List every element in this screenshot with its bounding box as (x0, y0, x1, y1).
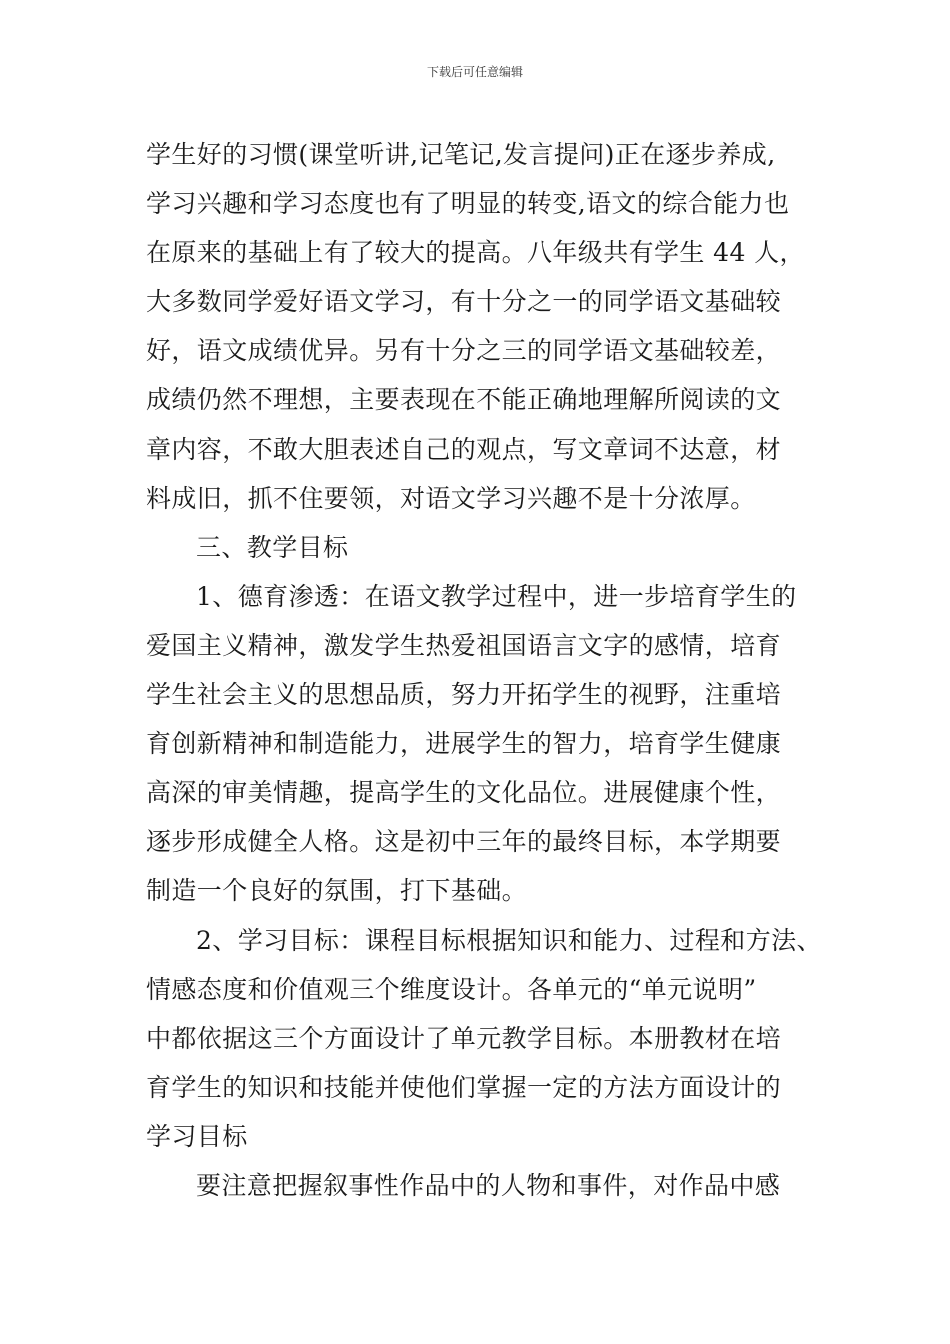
text-line: 2、学习目标：课程目标根据知识和能力、过程和方法、 (196, 925, 822, 955)
text-line: 爱国主义精神，激发学生热爱祖国语言文字的感情，培育 (146, 630, 782, 660)
text-line: 好，语文成绩优异。另有十分之三的同学语文基础较差， (146, 336, 782, 366)
section-heading: 三、教学目标 (196, 532, 349, 562)
text-line: 高深的审美情趣，提高学生的文化品位。进展健康个性， (146, 778, 782, 808)
text-line: 制造一个良好的氛围，打下基础。 (146, 876, 528, 906)
text-line: 学生好的习惯(课堂听讲,记笔记,发言提问)正在逐步养成, (146, 140, 776, 169)
text-line: 料成旧，抓不住要领，对语文学习兴趣不是十分浓厚。 (146, 483, 756, 513)
text-line: 大多数同学爱好语文学习，有十分之一的同学语文基础较 (146, 287, 782, 317)
text-line: 育学生的知识和技能并使他们掌握一定的方法方面设计的 (146, 1072, 782, 1102)
text-line: 在原来的基础上有了较大的提高。八年级共有学生 44 人， (146, 238, 805, 268)
text-line: 育创新精神和制造能力，进展学生的智力，培育学生健康 (146, 729, 782, 759)
text-line: 情感态度和价值观三个维度设计。各单元的“单元说明” (146, 974, 757, 1004)
document-body (146, 130, 836, 1210)
text-line: 逐步形成健全人格。这是初中三年的最终目标，本学期要 (146, 827, 782, 857)
text-line: 1、德育渗透：在语文教学过程中，进一步培育学生的 (196, 581, 797, 611)
text-line: 要注意把握叙事性作品中的人物和事件，对作品中感 (196, 1170, 781, 1200)
text-line: 学习兴趣和学习态度也有了明显的转变,语文的综合能力也 (146, 189, 790, 219)
text-line: 中都依据这三个方面设计了单元教学目标。本册教材在培 (146, 1023, 782, 1053)
text-line: 章内容，不敢大胆表述自己的观点，写文章词不达意，材 (146, 434, 782, 464)
text-line: 学生社会主义的思想品质，努力开拓学生的视野，注重培 (146, 680, 782, 710)
text-line: 学习目标 (146, 1121, 248, 1151)
page-header: 下载后可任意编辑 (426, 65, 523, 79)
text-line: 成绩仍然不理想，主要表现在不能正确地理解所阅读的文 (146, 385, 782, 415)
